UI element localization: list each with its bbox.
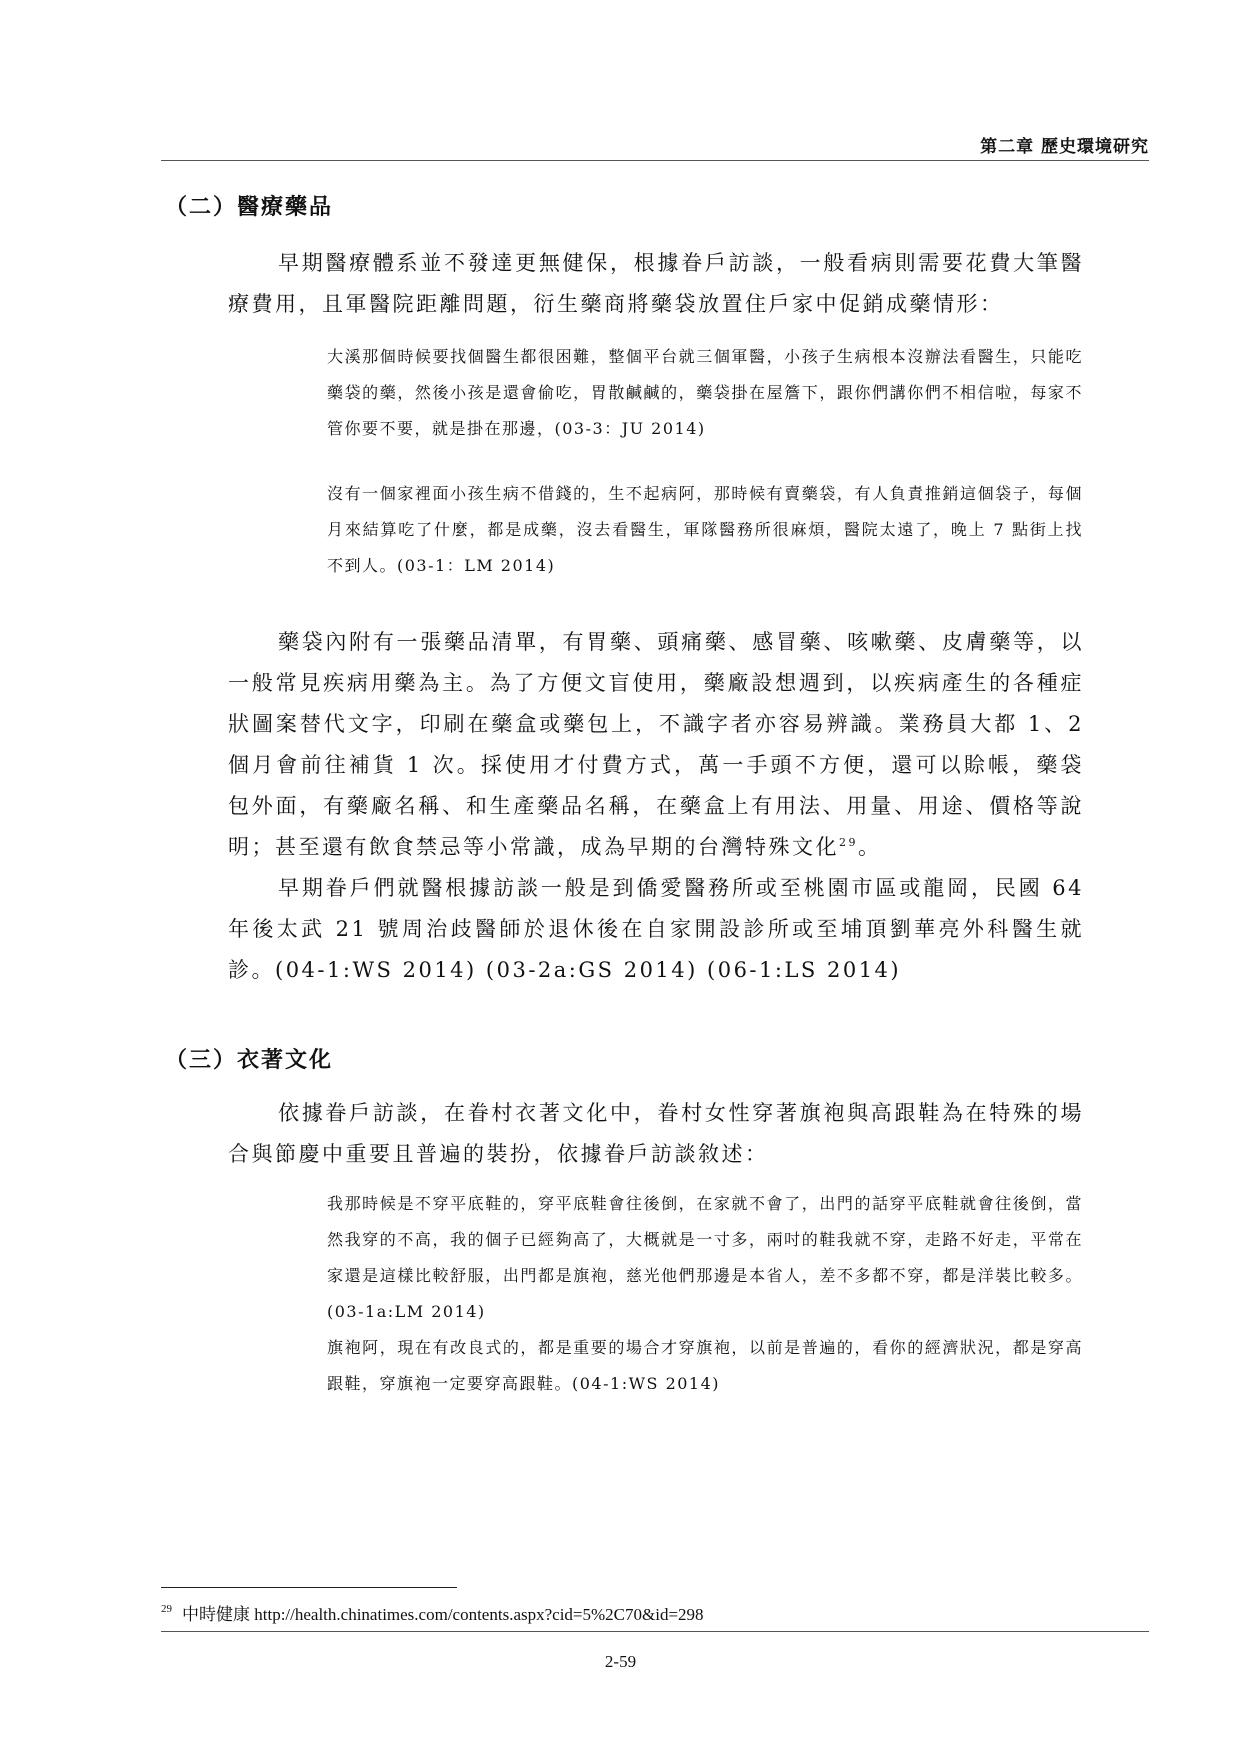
paragraph-text: 依據眷戶訪談，在眷村衣著文化中，眷村女性穿著旗袍與高跟鞋為在特殊的場合與節慶中重要且普遍的裝扮，依據眷戶訪談敘述： xyxy=(228,1101,1084,1166)
quote-text: 沒有一個家裡面小孩生病不借錢的，生不起病阿，那時候有賣藥袋，有人負責推銷這個袋子，每個月來結算吃了什麼，都是成藥，沒去看醫生，軍隊醫務所很麻煩，醫院太遠了，晚上 7 點街上找不到人。(03-1：LM 2014) xyxy=(327,484,1083,575)
paragraph-medicine-bag xyxy=(228,622,1084,868)
footnote-ref[interactable]: 29 xyxy=(839,836,858,849)
quote-block-2 xyxy=(327,476,1083,584)
paragraph-text: 藥袋內附有一張藥品清單，有胃藥、頭痛藥、感冒藥、咳嗽藥、皮膚藥等，以一般常見疾病用藥為主。為了方便文盲使用，藥廠設想週到，以疾病產生的各種症狀圖案替代文字，印刷在藥盒或藥包上，不識字者亦容易辨識。業務員大都 1、2 個月會前往補貨 1 次。採使用才付費方式，萬一手頭不方便，還可以賒帳，藥袋包外面，有藥廠名稱、和生產藥品名稱，在藥盒上有用法、用量、用途、價格等說明；甚至還有飲食禁忌等小常識，成為早期的台灣特殊文化 xyxy=(228,630,1084,859)
footnote xyxy=(161,1600,704,1625)
paragraph-clinics xyxy=(228,868,1084,991)
footnote-number: 29 xyxy=(161,1603,172,1615)
quote-text: 旗袍阿，現在有改良式的，都是重要的場合才穿旗袍，以前是普遍的，看你的經濟狀況，都是穿高跟鞋，穿旗袍一定要穿高跟鞋。(04-1:WS 2014) xyxy=(327,1338,1083,1393)
section-title-medical: （二）醫療藥品 xyxy=(165,194,334,220)
paragraph-text: 早期眷戶們就醫根據訪談一般是到僑愛醫務所或至桃園市區或龍岡，民國 64 年後太武 21 號周治歧醫師於退休後在自家開設診所或至埔頂劉華亮外科醫生就診。(04-1:WS 2014) (03-2a:GS 2014) (06-1:LS 2014) xyxy=(228,876,1084,982)
paragraph-medical-intro xyxy=(228,243,1084,325)
quote-block-3 xyxy=(327,1186,1083,1402)
header-rule xyxy=(161,160,1149,161)
quote-block-1 xyxy=(327,339,1083,447)
quote-text: 我那時候是不穿平底鞋的，穿平底鞋會往後倒，在家就不會了，出門的話穿平底鞋就會往後倒，當然我穿的不高，我的個子已經夠高了，大概就是一寸多，兩吋的鞋我就不穿，走路不好走，平常在家還是這樣比較舒服，出門都是旗袍，慈光他們那邊是本省人，差不多都不穿，都是洋裝比較多。(03-1a:LM 2014) xyxy=(327,1194,1083,1321)
section-title-clothing: （三）衣著文化 xyxy=(165,1047,334,1073)
chapter-header: 第二章 歷史環境研究 xyxy=(980,137,1149,157)
quote-text: 大溪那個時候要找個醫生都很困難，整個平台就三個軍醫，小孩子生病根本沒辦法看醫生，只能吃藥袋的藥，然後小孩是還會偷吃，胃散鹹鹹的，藥袋掛在屋簷下，跟你們講你們不相信啦，每家不管你要不要，就是掛在那邊，(03-3：JU 2014) xyxy=(327,347,1083,438)
paragraph-end: 。 xyxy=(858,835,882,859)
footer-rule xyxy=(161,1631,1149,1632)
paragraph-text: 早期醫療體系並不發達更無健保，根據眷戶訪談，一般看病則需要花費大筆醫療費用，且軍醫院距離問題，衍生藥商將藥袋放置住戶家中促銷成藥情形： xyxy=(228,251,1084,316)
footnote-rule xyxy=(161,1587,457,1588)
page-number: 2-59 xyxy=(604,1652,637,1671)
paragraph-clothing-intro xyxy=(228,1093,1084,1175)
footnote-text[interactable]: 中時健康 http://health.chinatimes.com/contents.aspx?cid=5%2C70&id=298 xyxy=(182,1605,704,1624)
